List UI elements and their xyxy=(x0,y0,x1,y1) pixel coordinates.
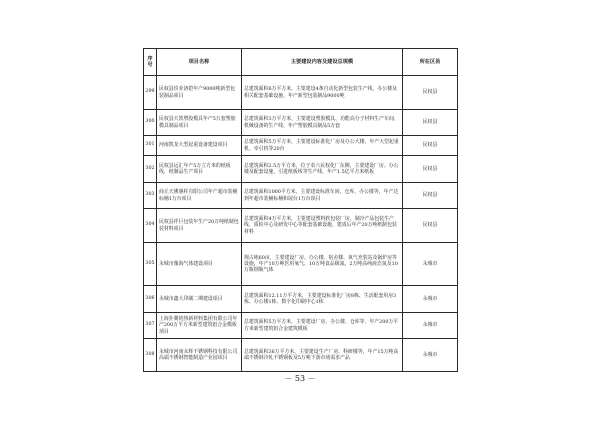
row-region: 民权县 xyxy=(403,209,458,243)
row-region: 永城市 xyxy=(403,286,458,313)
row-project-name: 永城市河南永辉不锈钢科技有限公司高端不锈钢智能制造产业园项目 xyxy=(157,339,242,372)
row-content: 总建筑面积3万平方米，主要建设塑胶模具、功能高分子材料生产车间，机械设备的生产线，年产塑胶模具制品5万套 xyxy=(242,110,403,136)
row-no: 302 xyxy=(144,156,157,183)
row-content: 总建筑面积1000平方米，主要建设标准车间，仓库、办公楼等，年产达到年超市装桶标桶和展台1万台项目 xyxy=(242,183,403,209)
row-content: 总建筑面积12.11万平方米，主要建设标准化厂房8栋、生活配套用房3栋、办公楼1栋、数字化印刷中心1栋 xyxy=(242,286,403,313)
row-project-name: 民权县远汇年产5万立方米的纸板线，纸制品生产项目 xyxy=(157,156,242,183)
row-no: 305 xyxy=(144,243,157,286)
row-project-name: 民权县天凯塑胶模具年产5万套塑胶模具制品项目 xyxy=(157,110,242,136)
row-no: 303 xyxy=(144,183,157,209)
row-region: 永城市 xyxy=(403,313,458,339)
row-region: 民权县 xyxy=(403,76,458,110)
row-content: 总建筑面积5万平方米，主要建设标准化厂房及办公大楼，年产大型起重机、牵引机等20台 xyxy=(242,136,403,156)
row-content: 总建筑面积2.5万平方米，位于农六民权化厂东侧，主要建设厂房、办公楼及配套设施，引进纸板线等生产线，年产1.5亿平方米纸板 xyxy=(242,156,403,183)
row-no: 301 xyxy=(144,136,157,156)
row-content: 规占地60亩，主要建设厂房、办公楼、宿舍楼、氧气充装站及锅炉房等设施，年产10万吨医用氧气、10万吨食品级氮、2万吨高纯液态氩及10万瓶钢瓶气体 xyxy=(242,243,403,286)
table-row xyxy=(144,286,458,313)
row-content: 总建筑面积36万平方米，主要建设生产厂房、科研楼等，年产15万吨高端不锈钢冷轧不锈钢板及5万吨下游市场需求产品 xyxy=(242,339,403,372)
row-project-name: 民权县祥巨包装年生产20万吨纸制包装材料项目 xyxy=(157,209,242,243)
header-content: 主要建设内容及建设总规模 xyxy=(242,49,403,76)
row-no: 300 xyxy=(144,110,157,136)
table-row xyxy=(144,313,458,339)
row-region: 永城市 xyxy=(403,339,458,372)
row-project-name: 永城市鑫大印刷二期建设项目 xyxy=(157,286,242,313)
row-project-name: 永城市豫海气体建设项目 xyxy=(157,243,242,286)
row-no: 306 xyxy=(144,286,157,313)
row-region: 民权县 xyxy=(403,136,458,156)
row-content: 总建筑面积4万平方米，主要建设塑料软包装厂房、制冷产品包装生产线、质检中心及研发中心等配套基础设施，建成后年产20万吨纸制包装材料 xyxy=(242,209,403,243)
table-row xyxy=(144,156,458,183)
row-content: 总建筑面积6万平方米，主要建设4条自动化新型包装生产线，办公楼及相关配套基础设施，年产新型包装制品9000吨 xyxy=(242,76,403,110)
table-row xyxy=(144,183,458,209)
table-row xyxy=(144,110,458,136)
table-row xyxy=(144,339,458,372)
row-no: 304 xyxy=(144,209,157,243)
row-region: 民权县 xyxy=(403,183,458,209)
row-content: 总建筑面积5万平方米，主要建设厂房、办公楼、仓库等，年产200万平方米新型建筑铝合金建筑模板 xyxy=(242,313,403,339)
table-row xyxy=(144,243,458,286)
row-no: 299 xyxy=(144,76,157,110)
page-number: － 53 － xyxy=(284,374,316,383)
table-header-row xyxy=(144,49,458,76)
row-region: 民权县 xyxy=(403,156,458,183)
row-no: 307 xyxy=(144,313,157,339)
row-project-name: 河南凯龙大型起重设备建设项目 xyxy=(157,136,242,156)
header-no: 序号 xyxy=(144,49,157,76)
table-row xyxy=(144,209,458,243)
row-region: 永城市 xyxy=(403,243,458,286)
row-project-name: 上海扑翼铝热新材料集团有限公司年产200万平方米新型建筑铝合金模板项目 xyxy=(157,313,242,339)
row-region: 民权县 xyxy=(403,110,458,136)
row-project-name: 商丘天佛惠柱有限公司年产超市装桶标桶1万台项目 xyxy=(157,183,242,209)
project-table xyxy=(143,48,458,372)
row-project-name: 民权县玖业洛铠年产9000吨新型包装制品项目 xyxy=(157,76,242,110)
header-region: 所在区县 xyxy=(403,49,458,76)
table-row xyxy=(144,136,458,156)
row-no: 308 xyxy=(144,339,157,372)
table-row xyxy=(144,76,458,110)
header-project-name: 项目名称 xyxy=(157,49,242,76)
